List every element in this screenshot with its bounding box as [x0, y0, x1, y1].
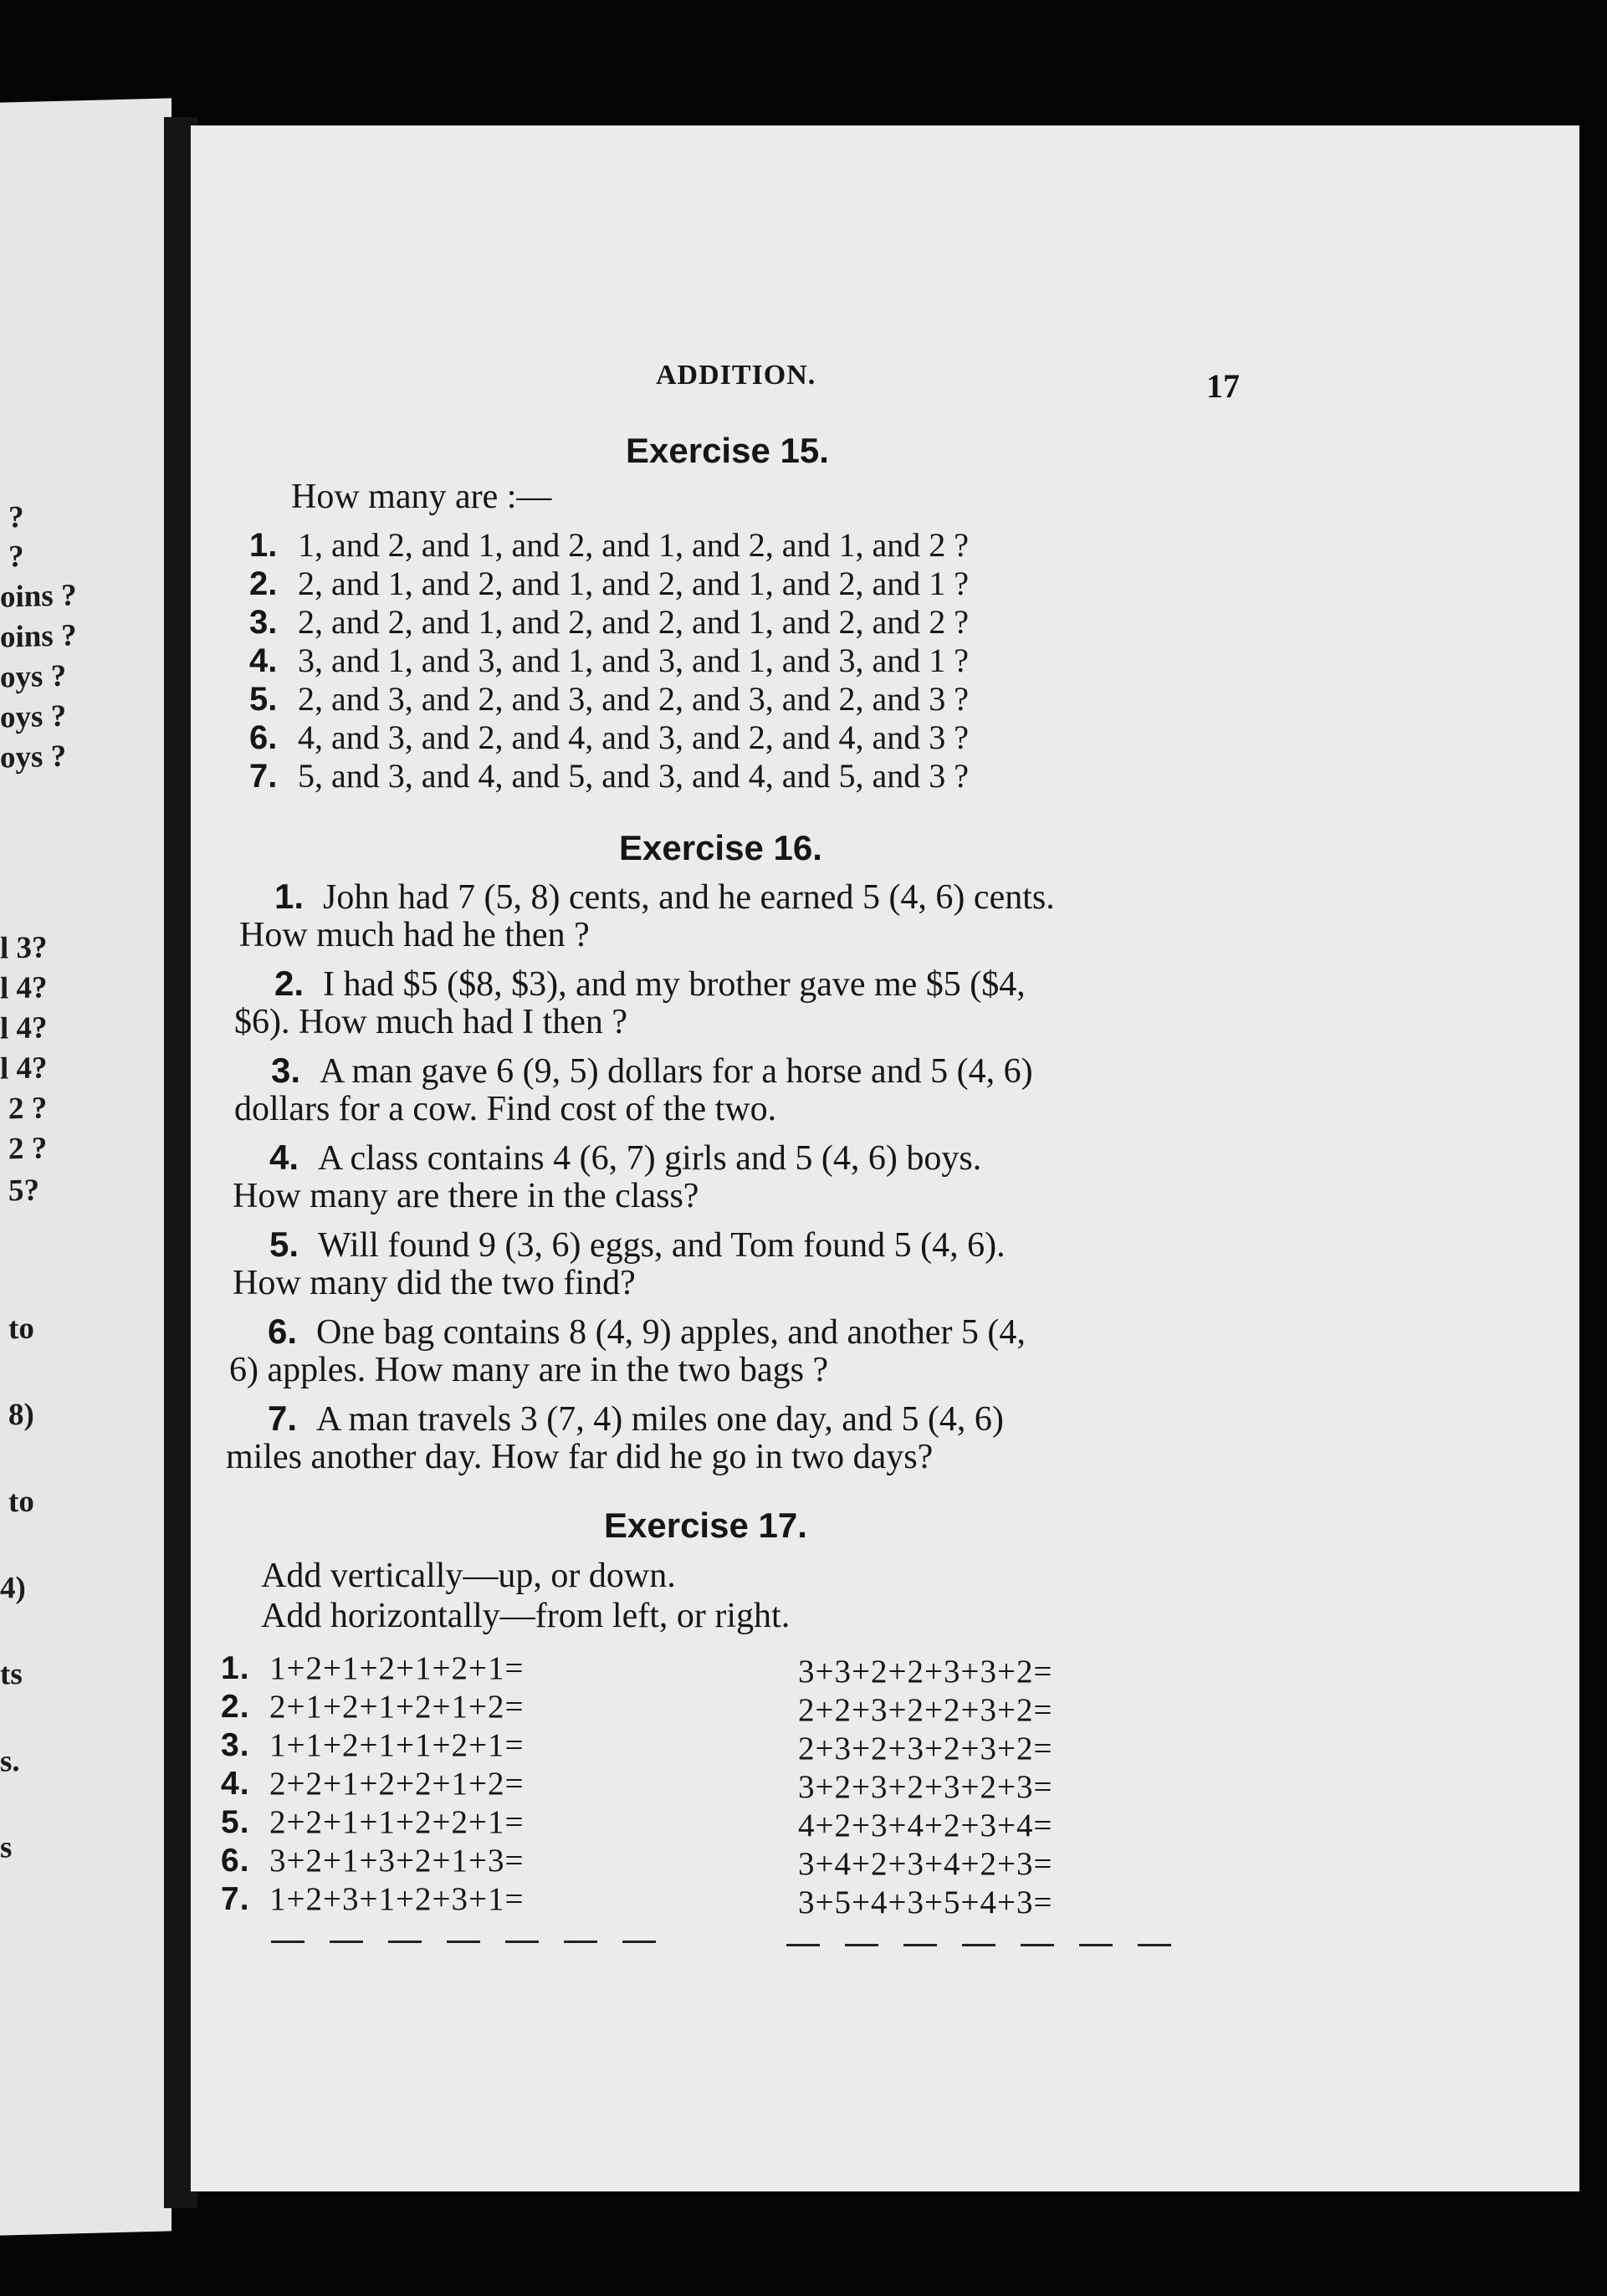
sum-row — [221, 1765, 524, 1803]
problem-number: 2. — [274, 964, 305, 1003]
exercise-15-item — [249, 525, 969, 565]
answer-dash — [271, 1941, 305, 1943]
exercise-16-problem-line: How much had he then ? — [239, 916, 590, 954]
item-text: 5, and 3, and 4, and 5, and 3, and 4, and 5, and 3 ? — [298, 757, 970, 795]
right-sum: 4+2+3+4+2+3+4= — [798, 1808, 1053, 1843]
problem-number: 5. — [269, 1225, 299, 1264]
exercise-16-title: Exercise 16. — [619, 828, 822, 867]
exercise-16-problem-line — [269, 1225, 1006, 1266]
answer-dash — [388, 1941, 422, 1943]
left-sum: 2+1+2+1+2+1+2= — [269, 1689, 525, 1725]
left-page-text: l 4? — [0, 1010, 48, 1046]
answer-dash — [1079, 1944, 1113, 1946]
left-page-text: 8) — [8, 1397, 34, 1433]
row-number: 7. — [221, 1881, 250, 1917]
problem-text: A class contains 4 (6, 7) girls and 5 (4, 6) boys. — [318, 1139, 982, 1178]
exercise-16-problem-line: 6) apples. How many are in the two bags ? — [229, 1351, 829, 1389]
item-number: 2. — [249, 565, 278, 602]
exercise-16-problem-line — [274, 964, 1026, 1005]
item-number: 6. — [249, 719, 278, 756]
left-sum: 2+2+1+1+2+2+1= — [269, 1804, 525, 1840]
exercise-15-item — [249, 564, 969, 603]
item-text: 2, and 1, and 2, and 1, and 2, and 1, and 2, and 1 ? — [298, 565, 970, 602]
row-number: 5. — [221, 1804, 250, 1840]
problem-number: 4. — [269, 1138, 299, 1177]
answer-dash — [786, 1944, 820, 1946]
item-text: 2, and 3, and 2, and 3, and 2, and 3, and 2, and 3 ? — [298, 680, 970, 718]
exercise-16-problem-line: How many did the two find? — [233, 1264, 636, 1302]
sum-row — [221, 1649, 524, 1687]
page-number: 17 — [1206, 367, 1240, 405]
left-page-text: s. — [0, 1744, 20, 1779]
exercise-16-problem-line — [269, 1138, 981, 1179]
sum-row — [221, 1880, 524, 1918]
item-text: 1, and 2, and 1, and 2, and 1, and 2, and 1, and 2 ? — [298, 526, 970, 564]
row-number: 1. — [221, 1650, 250, 1686]
item-number: 4. — [249, 642, 278, 679]
sum-row — [221, 1726, 524, 1764]
exercise-15-intro: How many are :— — [291, 478, 552, 516]
problem-text: I had $5 ($8, $3), and my brother gave me $5 ($4, — [323, 965, 1026, 1004]
left-sum: 2+2+1+2+2+1+2= — [269, 1766, 525, 1802]
item-number: 1. — [249, 527, 278, 564]
problem-text: John had 7 (5, 8) cents, and he earned 5 (4, 6) cents. — [323, 878, 1055, 917]
answer-dash — [1138, 1944, 1171, 1946]
row-number: 6. — [221, 1843, 250, 1879]
left-page-text: ts — [0, 1656, 23, 1692]
exercise-16-problem-line — [268, 1399, 1004, 1439]
answer-dash — [330, 1941, 363, 1943]
sum-row — [221, 1803, 524, 1841]
left-page-text: oys ? — [0, 739, 67, 775]
sum-row — [221, 1688, 524, 1726]
right-sum: 3+2+3+2+3+2+3= — [798, 1769, 1053, 1805]
problem-number: 3. — [271, 1051, 301, 1090]
problem-number: 7. — [268, 1399, 298, 1438]
exercise-15-item — [249, 641, 969, 680]
exercise-15-item — [249, 679, 969, 718]
exercise-16-problem-line — [271, 1051, 1033, 1092]
exercise-16-problem-line: miles another day. How far did he go in two days? — [226, 1438, 934, 1476]
left-page-text: 5? — [8, 1173, 39, 1209]
left-sum: 1+2+1+2+1+2+1= — [269, 1650, 525, 1686]
problem-text: A man gave 6 (9, 5) dollars for a horse and 5 (4, 6) — [320, 1052, 1033, 1091]
left-page-text: oys ? — [0, 658, 67, 695]
problem-number: 1. — [274, 877, 305, 916]
answer-dash — [903, 1944, 937, 1946]
left-page-text: to — [8, 1484, 34, 1520]
problem-text: One bag contains 8 (4, 9) apples, and another 5 (4, — [316, 1313, 1026, 1352]
item-number: 5. — [249, 681, 278, 718]
exercise-15-title: Exercise 15. — [626, 431, 829, 470]
item-text: 3, and 1, and 3, and 1, and 3, and 1, and 3, and 1 ? — [298, 642, 970, 679]
row-number: 2. — [221, 1689, 250, 1725]
right-sum: 3+3+2+2+3+3+2= — [798, 1654, 1053, 1690]
left-page-text: s — [0, 1830, 13, 1865]
left-page-text: ? — [8, 539, 24, 575]
left-page-text: l 3? — [0, 930, 48, 966]
left-page-text: 2 ? — [8, 1131, 48, 1167]
answer-dash — [622, 1941, 656, 1943]
left-page-text: 4) — [0, 1570, 26, 1606]
left-page-text: to — [8, 1311, 34, 1347]
item-number: 7. — [249, 758, 278, 795]
left-page-text: oins ? — [0, 618, 77, 655]
exercise-17-title: Exercise 17. — [604, 1506, 807, 1545]
running-head: ADDITION. — [656, 360, 816, 391]
row-number: 4. — [221, 1766, 250, 1802]
answer-dash — [845, 1944, 878, 1946]
right-sum: 3+5+4+3+5+4+3= — [798, 1884, 1053, 1920]
right-sum: 2+3+2+3+2+3+2= — [798, 1731, 1053, 1767]
left-page-text: oys ? — [0, 698, 67, 735]
problem-text: A man travels 3 (7, 4) miles one day, and 5 (4, 6) — [316, 1400, 1004, 1439]
left-page-text: ? — [8, 499, 24, 535]
left-page-text: l 4? — [0, 970, 48, 1006]
exercise-16-problem-line: $6). How much had I then ? — [234, 1003, 628, 1041]
answer-dash — [505, 1941, 539, 1943]
sum-row — [221, 1842, 524, 1879]
left-page-text: 2 ? — [8, 1091, 48, 1127]
exercise-16-problem-line — [268, 1312, 1026, 1353]
answer-dash — [1021, 1944, 1054, 1946]
exercise-17-instruction: Add horizontally—from left, or right. — [261, 1597, 791, 1635]
answer-dash — [447, 1941, 480, 1943]
answer-dash — [564, 1941, 597, 1943]
answer-dash — [962, 1944, 995, 1946]
problem-number: 6. — [268, 1312, 298, 1351]
problem-text: Will found 9 (3, 6) eggs, and Tom found 5 (4, 6). — [318, 1226, 1006, 1265]
exercise-15-item — [249, 718, 969, 757]
exercise-15-item — [249, 602, 969, 642]
row-number: 3. — [221, 1727, 250, 1763]
exercise-16-problem-line: dollars for a cow. Find cost of the two. — [234, 1090, 777, 1128]
item-number: 3. — [249, 604, 278, 641]
left-page-fragment — [0, 98, 171, 2235]
item-text: 4, and 3, and 2, and 4, and 3, and 2, and 4, and 3 ? — [298, 718, 970, 756]
exercise-16-problem-line — [274, 877, 1055, 918]
book-page — [191, 125, 1579, 2191]
left-sum: 3+2+1+3+2+1+3= — [269, 1843, 525, 1879]
right-sum: 2+2+3+2+2+3+2= — [798, 1692, 1053, 1728]
left-sum: 1+2+3+1+2+3+1= — [269, 1881, 525, 1917]
item-text: 2, and 2, and 1, and 2, and 2, and 1, and 2, and 2 ? — [298, 603, 970, 641]
left-page-text: l 4? — [0, 1051, 48, 1087]
left-sum: 1+1+2+1+1+2+1= — [269, 1727, 525, 1763]
exercise-17-instruction: Add vertically—up, or down. — [261, 1557, 676, 1595]
exercise-15-item — [249, 756, 969, 795]
left-page-text: oins ? — [0, 578, 77, 615]
right-sum: 3+4+2+3+4+2+3= — [798, 1846, 1053, 1882]
exercise-16-problem-line: How many are there in the class? — [233, 1177, 699, 1215]
